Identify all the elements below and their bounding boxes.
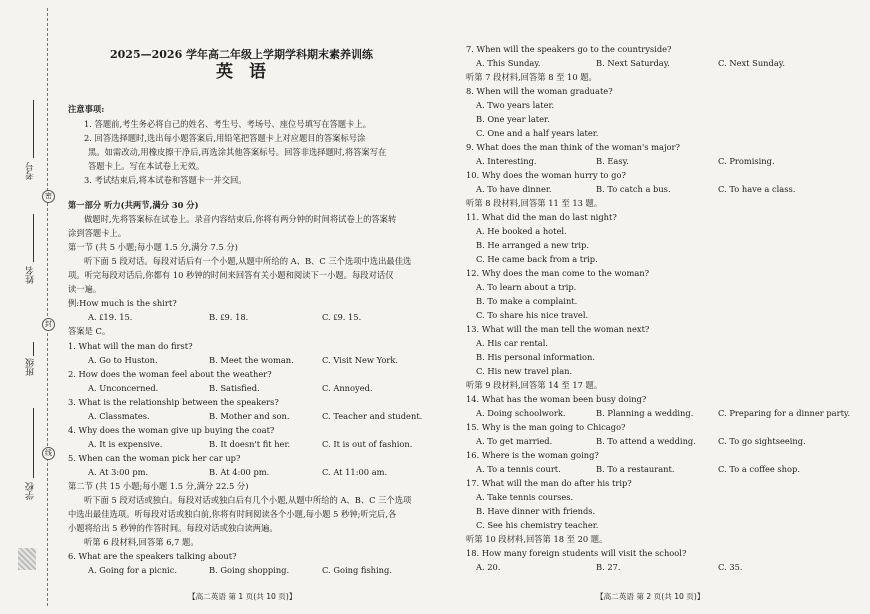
question-18: 18. How many foreign students will visit the school? <box>466 548 687 558</box>
example-option: C. ₤9. 15. <box>322 312 362 322</box>
option-10b: B. To catch a bus. <box>596 184 671 194</box>
option-3a: A. Classmates. <box>88 411 150 421</box>
option-1b: B. Meet the woman. <box>209 355 294 365</box>
option-2a: A. Unconcerned. <box>88 383 159 393</box>
option-18c: C. 35. <box>718 562 743 572</box>
listening-7-note: 听第 7 段材料,回答第 8 至 10 题。 <box>466 72 597 82</box>
option-17b: B. Have dinner with friends. <box>476 506 596 516</box>
listening-9-note: 听第 9 段材料,回答第 14 至 17 题。 <box>466 380 603 390</box>
question-15: 15. Why is the man going to Chicago? <box>466 422 626 432</box>
example-answer: 答案是 C。 <box>68 326 111 336</box>
option-5a: A. At 3:00 pm. <box>88 467 149 477</box>
question-1: 1. What will the man do first? <box>68 341 193 351</box>
section-2-instruction: 听下面 5 段对话或独白。每段对话或独白后有几个小题,从题中所给的 A、B、C 三个选项 <box>84 495 412 505</box>
example-question: 例:How much is the shirt? <box>68 298 177 308</box>
question-4: 4. Why does the woman give up buying the coat? <box>68 425 275 435</box>
option-8b: B. One year later. <box>476 114 550 124</box>
page-2-column <box>466 0 858 614</box>
option-12c: C. To share his nice travel. <box>476 310 589 320</box>
option-9c: C. Promising. <box>718 156 775 166</box>
example-option: A. ₤19. 15. <box>88 312 133 322</box>
section-1-instruction: 读一遍。 <box>68 284 102 294</box>
part-1-instruction: 涂到答题卡上。 <box>68 228 127 238</box>
option-10c: C. To have a class. <box>718 184 796 194</box>
scan-mark-icon <box>18 548 36 570</box>
option-4c: C. It is out of fashion. <box>322 439 413 449</box>
part-1-heading: 第一部分 听力(共两节,满分 30 分) <box>68 200 199 210</box>
question-14: 14. What has the woman been busy doing? <box>466 394 647 404</box>
notice-line: 答题卡上。写在本试卷上无效。 <box>88 161 205 171</box>
question-16: 16. Where is the woman going? <box>466 450 599 460</box>
section-1-instruction: 听下面 5 段对话。每段对话后有一个小题,从题中所给的 A、B、C 三个选项中选出最佳选 <box>84 256 412 266</box>
option-3c: C. Teacher and student. <box>322 411 423 421</box>
option-3b: B. Mother and son. <box>209 411 290 421</box>
option-17c: C. See his chemistry teacher. <box>476 520 599 530</box>
option-14b: B. Planning a wedding. <box>596 408 694 418</box>
section-1-instruction: 项。听完每段对话后,你都有 10 秒钟的时间来回答有关小题和阅读下一小题。每段对话仅 <box>68 270 394 280</box>
option-14a: A. Doing schoolwork. <box>476 408 566 418</box>
option-17a: A. Take tennis courses. <box>476 492 574 502</box>
notice-line: 2. 回答选择题时,选出每小题答案后,用铅笔把答题卡上对应题目的答案标号涂 <box>84 133 366 143</box>
seal-dashed-line <box>47 8 48 606</box>
question-2: 2. How does the woman feel about the weather? <box>68 369 272 379</box>
question-7: 7. When will the speakers go to the countryside? <box>466 44 672 54</box>
example-option: B. ₤9. 18. <box>209 312 249 322</box>
class-line <box>33 342 34 356</box>
listening-10-note: 听第 10 段材料,回答第 18 至 20 题。 <box>466 534 608 544</box>
seal-mark-xian: 线 <box>42 447 55 460</box>
option-16a: A. To a tennis court. <box>476 464 561 474</box>
option-7c: C. Next Sunday. <box>718 58 785 68</box>
option-15b: B. To attend a wedding. <box>596 436 696 446</box>
option-7a: A. This Sunday. <box>476 58 541 68</box>
option-18a: A. 20. <box>476 562 501 572</box>
listening-8-note: 听第 8 段材料,回答第 11 至 13 题。 <box>466 198 603 208</box>
option-13c: C. His new travel plan. <box>476 366 573 376</box>
option-12a: A. To learn about a trip. <box>476 282 577 292</box>
option-6a: A. Going for a picnic. <box>88 565 177 575</box>
option-15a: A. To get married. <box>476 436 553 446</box>
option-7b: B. Next Saturday. <box>596 58 670 68</box>
option-1a: A. Go to Huston. <box>88 355 158 365</box>
option-16c: C. To a coffee shop. <box>718 464 800 474</box>
option-11a: A. He booked a hotel. <box>476 226 567 236</box>
school-line <box>33 408 34 478</box>
question-17: 17. What will the man do after his trip? <box>466 478 632 488</box>
option-9a: A. Interesting. <box>476 156 537 166</box>
option-5c: C. At 11:00 am. <box>322 467 388 477</box>
exam-title: 2025—2026 学年高二年级上学期学科期末素养训练 <box>110 48 374 61</box>
name-line <box>33 214 34 262</box>
question-12: 12. Why does the man come to the woman? <box>466 268 650 278</box>
section-2-instruction: 小题将给出 5 秒钟的作答时间。每段对话或独白读两遍。 <box>68 523 278 533</box>
option-4b: B. It doesn't fit her. <box>209 439 291 449</box>
section-2-heading: 第二节 (共 15 小题;每小题 1.5 分,满分 22.5 分) <box>68 481 249 491</box>
question-9: 9. What does the man think of the woman's major? <box>466 142 680 152</box>
name-label: 姓名 <box>26 266 36 284</box>
option-9b: B. Easy. <box>596 156 629 166</box>
option-5b: B. At 4:00 pm. <box>209 467 270 477</box>
option-15c: C. To go sightseeing. <box>718 436 806 446</box>
page-1-footer: 【高二英语 第 1 页(共 10 页)】 <box>188 592 297 602</box>
seal-mark-feng: 封 <box>42 318 55 331</box>
page-1-column <box>68 0 446 614</box>
option-11b: B. He arranged a new trip. <box>476 240 589 250</box>
question-8: 8. When will the woman graduate? <box>466 86 613 96</box>
option-2c: C. Annoyed. <box>322 383 373 393</box>
question-11: 11. What did the man do last night? <box>466 212 617 222</box>
notice-line: 黑。如需改动,用橡皮擦干净后,再选涂其他答案标号。回答非选择题时,将答案写在 <box>88 147 387 157</box>
exam-number-label: 考号 <box>26 162 36 180</box>
option-10a: A. To have dinner. <box>476 184 552 194</box>
option-6b: B. Going shopping. <box>209 565 290 575</box>
option-1c: C. Visit New York. <box>322 355 399 365</box>
option-8c: C. One and a half years later. <box>476 128 599 138</box>
subject-title: 英语 <box>216 62 282 82</box>
option-2b: B. Satisfied. <box>209 383 260 393</box>
notice-heading: 注意事项: <box>68 104 105 114</box>
question-6: 6. What are the speakers talking about? <box>68 551 237 561</box>
option-8a: A. Two years later. <box>476 100 555 110</box>
part-1-instruction: 做题时,先将答案标在试卷上。录音内容结束后,你将有两分钟的时间将试卷上的答案转 <box>84 214 397 224</box>
school-label: 学校 <box>26 482 36 500</box>
option-13b: B. His personal information. <box>476 352 595 362</box>
option-16b: B. To a restaurant. <box>596 464 675 474</box>
option-6c: C. Going fishing. <box>322 565 392 575</box>
notice-line: 3. 考试结束后,将本试卷和答题卡一并交回。 <box>84 175 247 185</box>
section-1-heading: 第一节 (共 5 小题;每小题 1.5 分,满分 7.5 分) <box>68 242 238 252</box>
notice-line: 1. 答题前,考生务必将自己的姓名、考生号、考场号、座位号填写在答题卡上。 <box>84 119 371 129</box>
section-2-instruction: 中选出最佳选项。听每段对话或独白前,你将有时间阅读各个小题,每小题 5 秒钟;听完后,各 <box>68 509 397 519</box>
option-12b: B. To make a complaint. <box>476 296 578 306</box>
question-13: 13. What will the man tell the woman next? <box>466 324 650 334</box>
option-11c: C. He came back from a trip. <box>476 254 598 264</box>
exam-number-line <box>33 100 34 158</box>
option-14c: C. Preparing for a dinner party. <box>718 408 851 418</box>
page-2-footer: 【高二英语 第 2 页(共 10 页)】 <box>596 592 705 602</box>
listening-6-note: 听第 6 段材料,回答第 6,7 题。 <box>84 537 199 547</box>
option-18b: B. 27. <box>596 562 621 572</box>
option-4a: A. It is expensive. <box>88 439 163 449</box>
class-label: 班级 <box>26 358 36 376</box>
option-13a: A. His car rental. <box>476 338 549 348</box>
binding-margin <box>0 0 62 614</box>
question-5: 5. When can the woman pick her car up? <box>68 453 241 463</box>
seal-mark-mi: 密 <box>42 190 55 203</box>
question-3: 3. What is the relationship between the speakers? <box>68 397 279 407</box>
question-10: 10. Why does the woman hurry to go? <box>466 170 626 180</box>
